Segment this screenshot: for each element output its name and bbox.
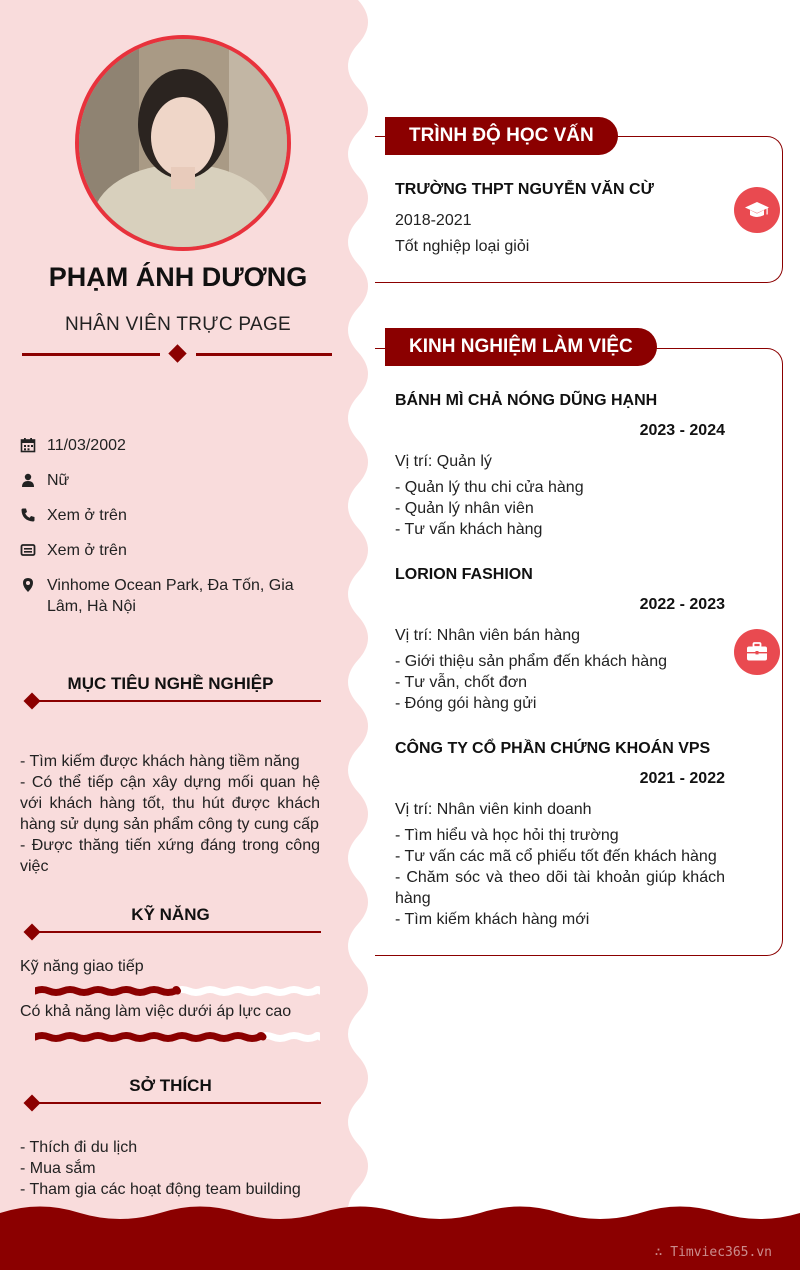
hobbies-heading-label: SỞ THÍCH <box>129 1076 212 1095</box>
job-period: 2023 - 2024 <box>639 422 725 439</box>
skills-heading <box>20 905 321 939</box>
briefcase-icon <box>734 629 780 675</box>
hobby-item: - Tham gia các hoạt động team building <box>20 1181 301 1198</box>
info-birthdate <box>20 435 310 456</box>
skill-bar-fill <box>35 990 178 993</box>
skills-heading-label: KỸ NĂNG <box>131 905 210 924</box>
job-duty: - Tư vẫn, chốt đơn <box>395 674 528 691</box>
skill-bar-fill <box>35 1036 263 1039</box>
job-duty: - Tìm hiểu và học hỏi thị trường <box>395 827 619 844</box>
calendar-icon <box>20 437 36 453</box>
objective-text: - Tìm kiếm được khách hàng tiềm năng - Có thể tiếp cận xây dựng mối quan hệ với khách hàng tốt, thu hút được khách hàng sử dụng sản phẩm công ty cung cấp - Được thăng tiến xứng đáng trong công việc <box>20 753 320 875</box>
hobbies-heading <box>20 1076 321 1110</box>
education-years: 2018-2021 <box>395 212 472 229</box>
education-heading: TRÌNH ĐỘ HỌC VẤN <box>385 117 618 155</box>
skill-bar <box>35 984 320 998</box>
job-duty: - Quản lý nhân viên <box>395 500 534 517</box>
info-text: Nữ <box>47 472 70 489</box>
briefcase-glyph <box>745 640 769 664</box>
candidate-name: PHẠM ÁNH DƯƠNG <box>48 262 308 292</box>
location-icon <box>20 577 36 593</box>
skill-label: Kỹ năng giao tiếp <box>20 958 144 975</box>
job-period: 2021 - 2022 <box>639 770 725 787</box>
job-duty: - Chăm sóc và theo dõi tài khoản giúp khách hàng <box>395 869 725 907</box>
job-duty: - Tư vấn các mã cổ phiếu tốt đến khách hàng <box>395 848 717 865</box>
watermark: ∴ Timviec365.vn <box>654 1245 772 1260</box>
info-text: 11/03/2002 <box>47 437 126 454</box>
title-divider <box>22 346 332 364</box>
info-phone <box>20 505 310 526</box>
school-name: TRƯỜNG THPT NGUYỄN VĂN CỪ <box>395 181 654 198</box>
job-duty: - Giới thiệu sản phẩm đến khách hàng <box>395 653 667 670</box>
info-text: Xem ở trên <box>47 507 127 524</box>
info-text: Vinhome Ocean Park, Đa Tốn, Gia Lâm, Hà Nội <box>47 577 294 615</box>
job-position: Vị trí: Nhân viên bán hàng <box>395 627 581 644</box>
objective-heading-label: MỤC TIÊU NGHỀ NGHIỆP <box>67 674 274 693</box>
job-company: CÔNG TY CỔ PHẦN CHỨNG KHOÁN VPS <box>395 740 711 757</box>
skill-label: Có khả năng làm việc dưới áp lực cao <box>20 1003 292 1020</box>
job-duty: - Tìm kiếm khách hàng mới <box>395 911 590 928</box>
info-address <box>20 575 310 617</box>
hobbies-list <box>20 1137 320 1200</box>
job-duties <box>395 477 725 540</box>
email-icon <box>20 542 36 558</box>
profile-photo <box>75 35 291 251</box>
job-position: Vị trí: Quản lý <box>395 453 492 470</box>
job-duties <box>395 651 725 714</box>
info-text: Xem ở trên <box>47 542 127 559</box>
job-company: BÁNH MÌ CHẢ NÓNG DŨNG HẠNH <box>395 392 658 409</box>
job-duties <box>395 825 725 930</box>
education-result: Tốt nghiệp loại giỏi <box>395 238 530 255</box>
job-duty: - Tư vấn khách hàng <box>395 521 543 538</box>
info-email <box>20 540 310 561</box>
job-duty: - Quản lý thu chi cửa hàng <box>395 479 584 496</box>
graduation-cap-glyph <box>744 197 770 223</box>
job-company: LORION FASHION <box>395 566 533 583</box>
job-period: 2022 - 2023 <box>639 596 725 613</box>
experience-heading: KINH NGHIỆM LÀM VIỆC <box>385 328 657 366</box>
profile-photo-image <box>79 39 287 247</box>
hobby-item: - Thích đi du lịch <box>20 1139 138 1156</box>
phone-icon <box>20 507 36 523</box>
candidate-job-title: NHÂN VIÊN TRỰC PAGE <box>64 314 292 335</box>
job-duty: - Đóng gói hàng gửi <box>395 695 537 712</box>
job-position: Vị trí: Nhân viên kinh doanh <box>395 801 592 818</box>
hobby-item: - Mua sắm <box>20 1160 96 1177</box>
info-gender <box>20 470 310 491</box>
graduation-cap-icon <box>734 187 780 233</box>
objective-heading <box>20 674 321 708</box>
user-icon <box>20 472 36 488</box>
skill-bar <box>35 1030 320 1044</box>
